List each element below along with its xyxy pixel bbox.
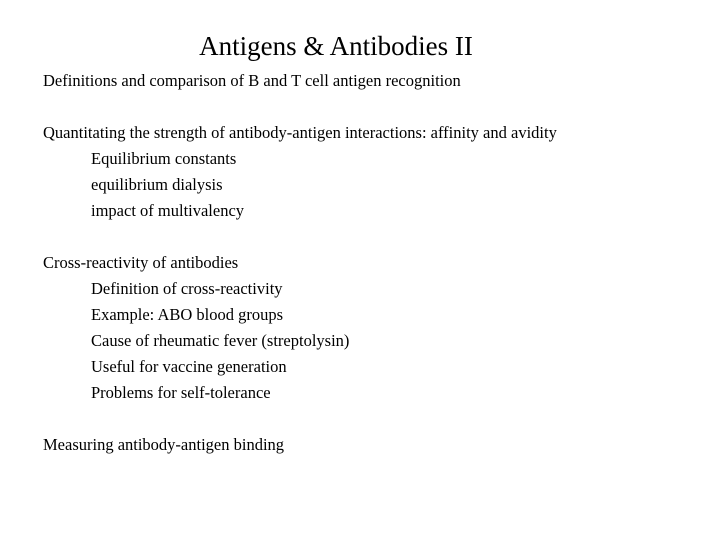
- list-item: Equilibrium constants: [91, 149, 237, 168]
- slide-title: Antigens & Antibodies II: [199, 31, 473, 61]
- list-item: Cause of rheumatic fever (streptolysin): [91, 331, 350, 350]
- section-heading-cross-reactivity: Cross-reactivity of antibodies: [43, 253, 239, 272]
- section-heading-recognition: Definitions and comparison of B and T cell antigen recognition: [43, 71, 461, 90]
- list-item: Problems for self-tolerance: [91, 383, 271, 402]
- section-heading-measuring: Measuring antibody-antigen binding: [43, 435, 285, 454]
- list-item: Useful for vaccine generation: [91, 357, 287, 376]
- section-heading-affinity: Quantitating the strength of antibody-antigen interactions: affinity and avidity: [43, 123, 557, 142]
- list-item: equilibrium dialysis: [91, 175, 223, 194]
- list-item: Example: ABO blood groups: [91, 305, 284, 324]
- list-item: Definition of cross-reactivity: [91, 279, 283, 298]
- list-item: impact of multivalency: [91, 201, 245, 220]
